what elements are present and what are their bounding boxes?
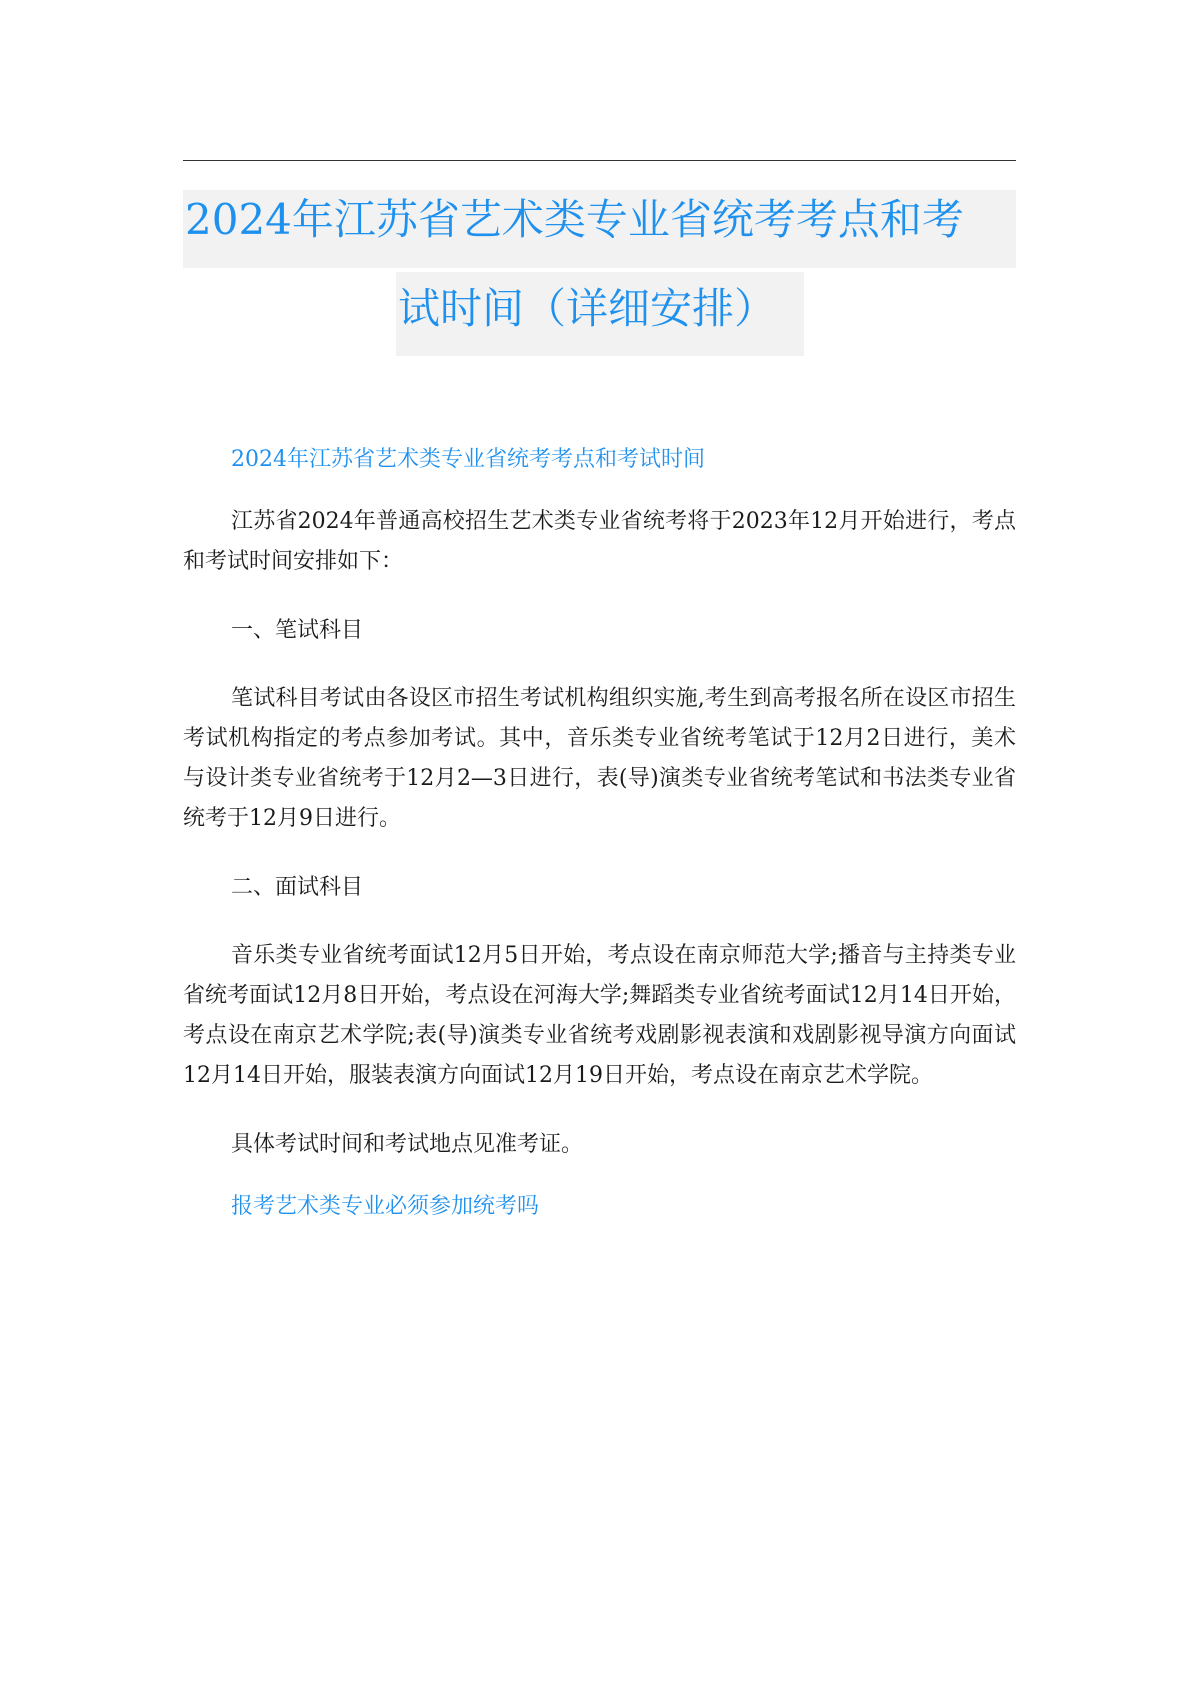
related-article-link[interactable]: 报考艺术类专业必须参加统考吗 bbox=[231, 1194, 540, 1219]
page-title-line-2: 试时间（详细安排） bbox=[398, 284, 777, 333]
section-written-title: 一、笔试科目 bbox=[231, 618, 364, 643]
article-body bbox=[183, 445, 1016, 1221]
section-interview-title: 二、面试科目 bbox=[231, 875, 364, 900]
section-written-body: 笔试科目考试由各设区市招生考试机构组织实施,考生到高考报名所在设区市招生考试机构指定的考点参加考试。其中，音乐类专业省统考笔试于12月2日进行，美术与设计类专业省统考于12月2—3日进行，表(导)演类专业省统考笔试和书法类专业省统考于12月9日进行。 bbox=[183, 686, 1016, 831]
subtitle-link[interactable]: 2024年江苏省艺术类专业省统考考点和考试时间 bbox=[231, 447, 705, 472]
page-title-line-1: 2024年江苏省艺术类专业省统考考点和考 bbox=[185, 195, 964, 244]
top-divider bbox=[183, 160, 1016, 161]
admission-ticket-note: 具体考试时间和考试地点见准考证。 bbox=[231, 1132, 584, 1157]
intro-paragraph: 江苏省2024年普通高校招生艺术类专业省统考将于2023年12月开始进行，考点和考试时间安排如下： bbox=[183, 509, 1016, 574]
section-interview-body: 音乐类专业省统考面试12月5日开始，考点设在南京师范大学;播音与主持类专业省统考面试12月8日开始，考点设在河海大学;舞蹈类专业省统考面试12月14日开始，考点设在南京艺术学院;表(导)演类专业省统考戏剧影视表演和戏剧影视导演方向面试12月14日开始，服装表演方向面试12月19日开始，考点设在南京艺术学院。 bbox=[183, 943, 1016, 1088]
